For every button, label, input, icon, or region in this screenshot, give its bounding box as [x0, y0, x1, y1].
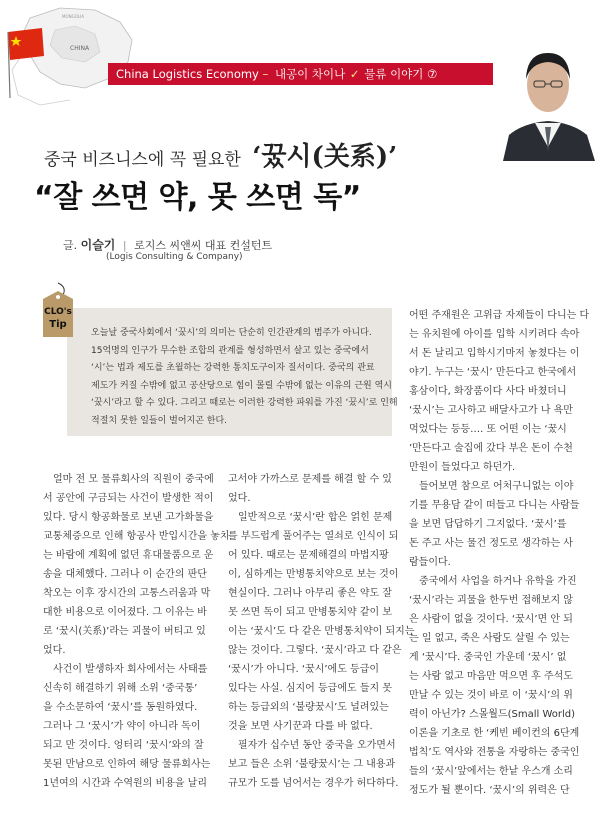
map-label-china: CHINA: [70, 45, 90, 52]
body-column-2: [228, 470, 415, 793]
body-line: ’만든다고 술집에 갔다 부은 돈이 수천: [409, 443, 573, 454]
body-line: 정도가 될 뿐이다. ‘꿌시’의 위력은 단: [409, 785, 570, 796]
body-line: 었다.: [43, 645, 66, 656]
series-title-en: China Logistics Economy: [116, 67, 259, 81]
author-portrait: [493, 27, 603, 161]
series-separator: –: [262, 67, 269, 81]
body-line: 는 사람 없고 마음만 먹으면 후 주석도: [409, 671, 573, 682]
body-line: 를 부드럽게 풀어주는 열쇠로 인식이 되: [228, 531, 399, 542]
body-line: 대한 비용으로 이어졌다. 그 이유는 바: [43, 607, 207, 618]
body-line: 들의 ‘꿌시’앞에서는 한낱 우스개 소리: [409, 766, 573, 777]
headline-small: 중국 비즈니스에 꼭 필요한: [44, 150, 241, 170]
body-line: 않는 것이다. 그렇다. ‘꿌시’라고 다 같은: [228, 645, 402, 656]
body-line: 하는 등급외의 ‘불량꿌시’도 널려있는: [228, 702, 389, 713]
tip-line: 적절치 못한 일들이 벌어지곤 한다.: [91, 415, 228, 426]
body-line: 얼마 전 모 물류회사의 직원이 중국에: [53, 474, 214, 485]
tip-tag-line-2: Tip: [49, 319, 67, 330]
body-line: 는 유치원에 아이를 입학 시키려다 속아: [409, 329, 580, 340]
headline-keyword: ‘꿌시(关系)’: [252, 142, 398, 172]
body-line: 중국에서 사업을 하거나 유학을 가진: [419, 576, 577, 587]
tip-line: ‘꿌시’라고 할 수 있다. 그리고 때로는 이러한 강력한 파워를 가진 ‘꿌시’로 인해: [91, 398, 398, 408]
map-label-mongolia: MONGOLIA: [62, 14, 84, 19]
body-line: 이, 심하게는 만병통치약으로 보는 것이: [228, 569, 399, 580]
body-line: 이론을 기초로 한 ‘케빈 베이컨의 6단계: [409, 728, 580, 739]
body-line: 있다는 사실. 심지어 등급에도 들지 못: [228, 683, 392, 694]
body-line: 돈 주고 사는 물건 정도로 생각하는 사: [409, 538, 573, 549]
body-line: 보고 들은 소위 ‘불량꿌시’는 그 내용과: [228, 759, 396, 770]
body-line: 먹었다는 등등…. 또 어떤 이는 ‘꿌시: [409, 424, 567, 435]
tip-line: 오늘날 중국사회에서 ‘꿌시’의 의미는 단순히 인간관계의 범주가 아니다.: [91, 328, 372, 338]
body-line: 서 공안에 구금되는 사건이 발생한 적이: [43, 493, 214, 504]
body-line: 서 돈 날리고 입학시기마저 놓쳤다는 이: [409, 348, 580, 359]
body-line: 송을 대체했다. 그러나 이 순간의 판단: [43, 569, 207, 580]
byline-prefix: 글.: [63, 239, 78, 252]
body-line: 었다.: [228, 493, 251, 504]
author-name: 이슬기: [80, 238, 116, 252]
headline-line-1: [44, 136, 397, 173]
series-title-ko-b: 물류 이야기 ⑦: [364, 67, 438, 81]
body-line: 고서야 가까스로 문제를 해결 할 수 있: [228, 474, 392, 485]
body-column-1: [43, 470, 230, 793]
body-line: 홍삼이다, 화장품이다 사다 바쳤더니: [409, 386, 567, 397]
body-line: 필자가 십수년 동안 중국을 오가면서: [238, 740, 396, 751]
check-mark-icon: ✓: [349, 67, 360, 81]
body-line: 일반적으로 ‘꿌시’란 합은 얽힌 문제: [238, 512, 393, 523]
body-column-3: [409, 306, 590, 800]
body-line: 만날 수 있는 것이 바로 이 ‘꿌시’의 위: [409, 690, 573, 701]
author-company: (Logis Consulting & Company): [106, 252, 243, 262]
body-line: 로 ‘꿌시(关系)’라는 괴물이 버티고 있: [43, 626, 206, 637]
byline-divider: |: [122, 239, 127, 252]
body-line: ‘꿌시’가 아니다. ‘꿌시’에도 등급이: [228, 664, 380, 675]
body-line: 교통체증으로 인해 항공사 반입시간을 놓치: [43, 531, 230, 542]
tip-line: 제도가 커질 수밖에 없고 공산당으로 힘이 몰릴 수밖에 없는 이유의 근원 역시: [91, 380, 392, 391]
body-line: 사건이 발생하자 회사에서는 사태를: [53, 664, 208, 675]
body-line: 법칙’도 역사와 전통을 자랑하는 중국인: [409, 747, 580, 758]
headline-line-2: “잘 쓰면 약, 못 쓰면 독”: [34, 180, 361, 215]
body-line: 어 있다. 때로는 문제해결의 마법지팡: [228, 550, 389, 561]
body-line: 은 사람이 없을 것이다. ‘꿌시’면 안 되: [409, 614, 573, 625]
body-line: 을 수소문하여 ‘꿌시’를 동원하였다.: [43, 702, 198, 713]
tip-line: ‘시’는 법과 제도를 초월하는 강력한 통치도구이자 질서이다. 중국의 관료: [91, 363, 375, 373]
series-banner: [108, 63, 493, 85]
body-line: 규모가 도를 넘어서는 경우가 허다하다.: [228, 778, 399, 789]
body-line: 을 보면 답답하기 그지없다. ‘꿌시’를: [409, 519, 567, 530]
body-line: 만원이 들었다고 하던가.: [409, 462, 516, 473]
body-line: 야기. 누구는 ‘꿌시’ 만든다고 한국에서: [409, 367, 577, 378]
body-line: 게 ‘꿌시’다. 중국인 가운데 ‘꿌시’ 없: [409, 652, 567, 663]
body-line: 력이 아닌가? 스몰월드(Small World): [409, 709, 576, 720]
body-line: 1년여의 시간과 수역원의 비용을 날리: [43, 778, 207, 789]
body-line: 현실이다. 그러나 아무리 좋은 약도 잘: [228, 588, 392, 599]
body-line: ‘꿌시’는 고사하고 배달사고가 나 욕만: [409, 405, 573, 416]
body-line: 람들이다.: [409, 557, 451, 568]
body-line: 그러나 그 ‘꿌시’가 약이 아니라 독이: [43, 721, 201, 732]
body-line: ‘꿌시’라는 괴물을 한두번 접해보지 않: [409, 595, 573, 606]
tip-tag-icon: [37, 283, 79, 341]
series-title-ko-a: 내공이 차이나: [274, 67, 346, 81]
body-line: 못 쓰면 독이 되고 만병통치약 같이 보: [228, 607, 392, 618]
body-line: 어떤 주재원은 고위급 자제들이 다니는 다: [409, 310, 590, 321]
tip-line: 15억명의 인구가 무수한 조합의 관계를 형성하면서 살고 있는 중국에서: [91, 345, 369, 356]
body-line: 신속히 해결하기 위해 소위 ‘중국통’: [43, 683, 198, 694]
body-line: 되고 만 것이다. 엉터리 ‘꿌시’와의 잘: [43, 740, 204, 751]
tip-text: [91, 325, 398, 430]
body-line: 들어보면 참으로 어처구니없는 이야: [419, 481, 574, 492]
tip-tag-line-1: CLO's: [44, 307, 72, 317]
byline: [63, 236, 272, 253]
author-role: 로지스 씨앤씨 대표 컨설턴트: [134, 239, 273, 252]
body-line: 기를 무용담 같이 떠들고 다니는 사람들: [409, 500, 580, 511]
china-map-graphic: [0, 0, 150, 115]
body-line: 는 일 없고, 죽은 사람도 살릴 수 있는: [409, 633, 570, 644]
body-line: 착오는 이후 장시간의 고통스러움과 막: [43, 588, 211, 599]
body-line: 못된 만남으로 인하여 해당 물류회사는: [43, 759, 211, 770]
body-line: 있다. 당시 항공화물로 보낸 고가화물을: [43, 512, 214, 523]
body-line: 는 바람에 계획에 없던 휴대물품으로 운: [43, 550, 214, 561]
body-line: 이는 ‘꿌시’도 다 같은 만병통치약이 되지는: [228, 626, 415, 637]
body-line: 것을 보면 사기꾼과 다를 바 없다.: [228, 721, 373, 732]
